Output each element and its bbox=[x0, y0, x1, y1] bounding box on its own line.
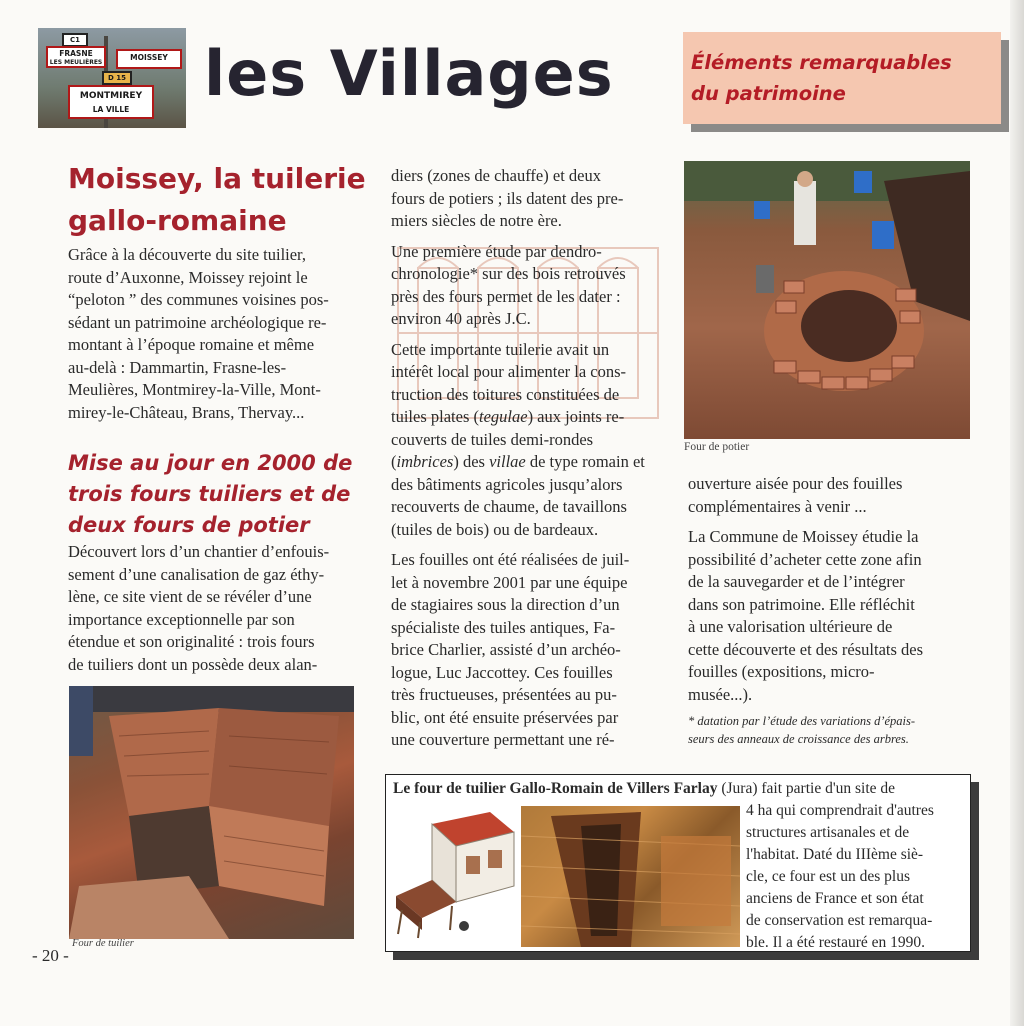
photo-villers-farlay-kiln bbox=[521, 806, 740, 947]
text-line: diers (zones de chauffe) et deux bbox=[391, 166, 601, 185]
badge-line-1: Éléments remarquables bbox=[691, 51, 952, 74]
text-line: mirey-le-Château, Brans, Thervay... bbox=[68, 402, 305, 422]
insert-line: de conservation est remarqua- bbox=[746, 912, 933, 929]
text-line: ouverture aisée pour des fouilles bbox=[688, 474, 903, 493]
text-line: Meulières, Montmirey-la-Ville, Mont- bbox=[68, 380, 321, 399]
page-edge-shadow bbox=[1010, 0, 1024, 1026]
insert-line: l'habitat. Daté du IIIème siè- bbox=[746, 846, 924, 863]
text-line: complémentaires à venir ... bbox=[688, 496, 867, 516]
article-title bbox=[68, 158, 378, 242]
page-title: les Villages bbox=[204, 37, 614, 110]
section-subtitle bbox=[68, 448, 378, 541]
villers-farlay-kiln-image bbox=[521, 806, 740, 947]
photo-four-de-tuilier bbox=[69, 686, 354, 939]
text-line: sement d’une canalisation de gaz éthy- bbox=[68, 564, 325, 584]
text-line: très fructueuses, présentées au pu- bbox=[391, 685, 617, 704]
kiln-excavation-image bbox=[684, 161, 970, 439]
road-signs-image bbox=[38, 28, 186, 128]
road-sign-moissey: MOISSEY bbox=[116, 49, 182, 69]
text-line: “peloton ” des communes voisines pos- bbox=[68, 290, 329, 309]
text-line: chronologie* sur des bois retrouvés bbox=[391, 264, 626, 283]
text-line: de tuiliers dont un possède deux alan- bbox=[68, 654, 318, 674]
text-line: à une valorisation ultérieure de bbox=[688, 617, 893, 636]
subtitle-line: deux fours de potier bbox=[68, 513, 310, 537]
article-column-3 bbox=[688, 473, 964, 748]
text-line: route d’Auxonne, Moissey rejoint le bbox=[68, 267, 308, 287]
text-line: Cette importante tuilerie avait un bbox=[391, 339, 610, 359]
insert-lead-rest: (Jura) fait partie d'un site de bbox=[717, 780, 896, 797]
text-line: let à novembre 2001 par une équipe bbox=[391, 572, 628, 592]
text-line: sédant un patrimoine archéologique re- bbox=[68, 312, 327, 332]
subtitle-line: Mise au jour en 2000 de bbox=[68, 451, 353, 475]
text-line: cette découverte et des résultats des bbox=[688, 639, 924, 659]
text-line: logue, Luc Jaccottey. Ces fouilles bbox=[391, 662, 613, 682]
text-line: lène, ce site vient de se révéler d’une bbox=[68, 587, 312, 606]
article-title-line: Moissey, la tuilerie bbox=[68, 162, 366, 195]
text-line: brice Charlier, assisté d’un archéo- bbox=[391, 640, 621, 659]
article-column-2 bbox=[391, 165, 668, 752]
text-line: musée...). bbox=[688, 684, 753, 704]
text-line: possibilité d’acheter cette zone afin bbox=[688, 549, 922, 569]
road-sign-d15: D 15 bbox=[102, 71, 132, 85]
text-line: montant à l’époque romaine et même bbox=[68, 335, 315, 354]
text-line: environ 40 après J.C. bbox=[391, 309, 531, 328]
text-line: Découvert lors d’un chantier d’enfouis- bbox=[68, 542, 330, 561]
brick-kiln-ruins-image bbox=[69, 686, 354, 939]
insert-line: structures artisanales et de bbox=[746, 824, 910, 841]
text-line: (tuiles de bois) ou de bardeaux. bbox=[391, 519, 599, 539]
text-line: recouverts de chaume, de tavaillons bbox=[391, 497, 627, 516]
article-title-line: gallo-romaine bbox=[68, 204, 287, 237]
page-number: - 20 - bbox=[32, 946, 69, 965]
text-line: miers siècles de notre ère. bbox=[391, 211, 562, 230]
footnote-line: seurs des anneaux de croissance des arbres. bbox=[688, 732, 909, 746]
insert-line: 4 ha qui comprendrait d'autres bbox=[746, 802, 934, 819]
footnote bbox=[688, 712, 964, 748]
text-line: des bâtiments agricoles jusqu’alors bbox=[391, 474, 623, 494]
text-line: tuiles plates (tegulae) aux joints re- bbox=[391, 407, 625, 426]
insert-text bbox=[746, 800, 962, 954]
road-sign-montmirey: MONTMIREY LA VILLE bbox=[68, 85, 154, 119]
subtitle-line: trois fours tuiliers et de bbox=[68, 482, 351, 506]
section-badge bbox=[683, 32, 1001, 124]
text-line: une couverture permettant une ré- bbox=[391, 730, 615, 749]
insert-line: anciens de France et son état bbox=[746, 890, 924, 907]
intro-paragraph bbox=[68, 244, 378, 424]
insert-lead bbox=[393, 778, 965, 800]
text-line: La Commune de Moissey étudie la bbox=[688, 527, 919, 546]
footnote-line: * datation par l’étude des variations d’épais- bbox=[688, 714, 916, 728]
text-line: fouilles (expositions, micro- bbox=[688, 662, 875, 681]
badge-line-2: du patrimoine bbox=[691, 82, 846, 105]
text-line: Grâce à la découverte du site tuilier, bbox=[68, 245, 307, 264]
insert-line: ble. Il a été restauré en 1990. bbox=[746, 934, 926, 951]
discovery-paragraph bbox=[68, 541, 378, 676]
kiln-reconstruction-illustration bbox=[392, 806, 518, 940]
insert-line: cle, ce four est un des plus bbox=[746, 868, 910, 885]
text-line: dans son patrimoine. Elle réfléchit bbox=[688, 594, 915, 614]
text-line: importance exceptionnelle par son bbox=[68, 609, 295, 629]
road-sign-frasne: FRASNE LES MEULIÈRES bbox=[46, 46, 106, 68]
article-column-1 bbox=[68, 158, 378, 676]
text-line: (imbrices) des villae de type romain et bbox=[391, 452, 645, 471]
text-line: spécialiste des tuiles antiques, Fa- bbox=[391, 617, 616, 637]
text-line: intérêt local pour alimenter la cons- bbox=[391, 362, 627, 381]
text-line: Les fouilles ont été réalisées de juil- bbox=[391, 550, 630, 569]
photo-four-de-potier bbox=[684, 161, 970, 439]
text-line: fours de potiers ; ils datent des pre- bbox=[391, 188, 624, 208]
road-sign-c1: C1 bbox=[62, 33, 88, 47]
text-line: au-delà : Dammartin, Frasne-les- bbox=[68, 357, 287, 377]
text-line: couverts de tuiles demi-rondes bbox=[391, 429, 594, 449]
insert-lead-bold: Le four de tuilier Gallo-Romain de Villers Farlay bbox=[393, 780, 718, 797]
text-line: blic, ont été ensuite préservées par bbox=[391, 707, 619, 727]
text-line: près des fours permet de les dater : bbox=[391, 286, 621, 306]
text-line: Une première étude par dendro- bbox=[391, 241, 602, 261]
text-line: de la sauvegarder et de l’intégrer bbox=[688, 572, 905, 591]
text-line: étendue et son originalité : trois fours bbox=[68, 632, 315, 651]
text-line: de stagiaires sous la direction d’un bbox=[391, 595, 620, 614]
text-line: truction des toitures constituées de bbox=[391, 384, 620, 404]
caption-four-de-potier: Four de potier bbox=[684, 441, 750, 453]
caption-four-de-tuilier: Four de tuilier bbox=[72, 938, 134, 949]
